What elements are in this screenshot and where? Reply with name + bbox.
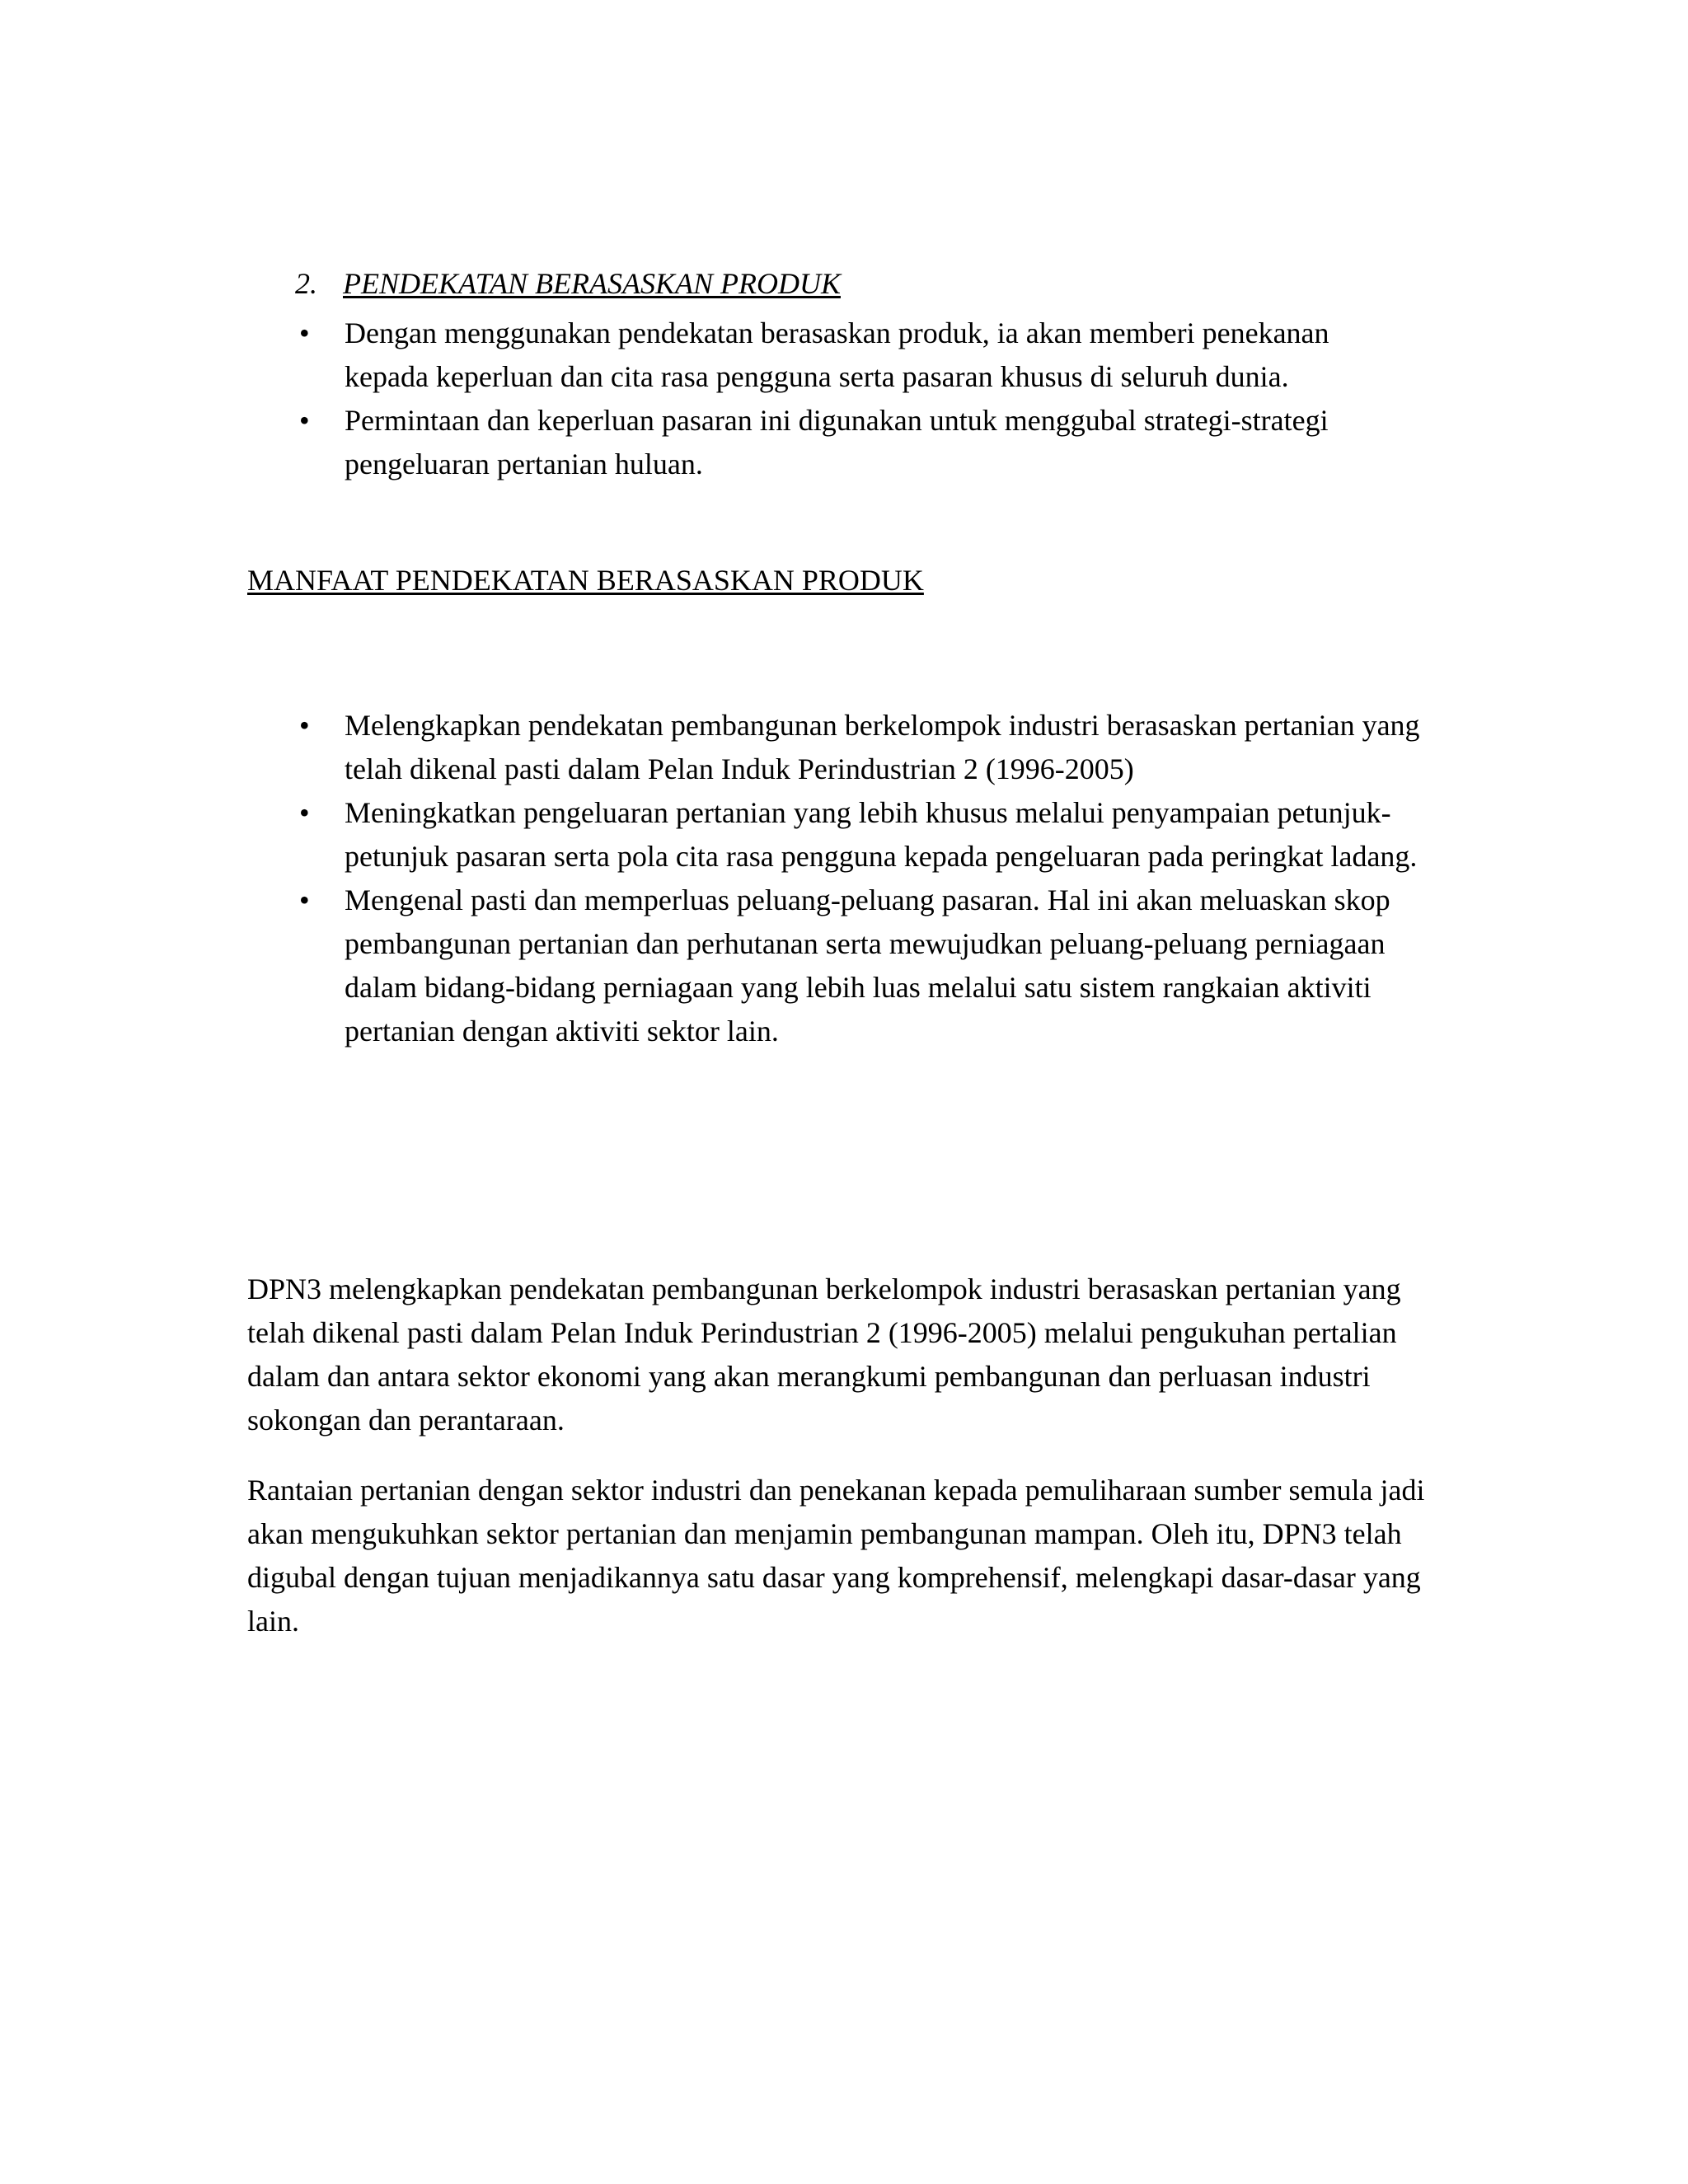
section-heading <box>295 262 841 306</box>
list-item <box>295 879 1441 1053</box>
section-title: PENDEKATAN BERASASKAN PRODUK <box>343 267 841 300</box>
bullet-icon: • <box>299 404 310 437</box>
list-item <box>295 312 1400 399</box>
list-item <box>295 399 1400 486</box>
benefits-heading: MANFAAT PENDEKATAN BERASASKAN PRODUK <box>247 564 924 597</box>
bullet-icon: • <box>299 883 310 916</box>
list-item-text: Mengenal pasti dan memperluas peluang-peluang pasaran. Hal ini akan meluaskan skop pembangunan pertanian dan perhutanan serta mewujudkan peluang-peluang perniagaan dalam bidang-bidang perniagaan yang lebih luas melalui satu sistem rangkaian aktiviti pertanian dengan aktiviti sektor lain. <box>345 883 1390 1047</box>
bullet-icon: • <box>299 316 310 349</box>
benefits-bullet-list <box>295 704 1441 1053</box>
list-item-text: Permintaan dan keperluan pasaran ini digunakan untuk menggubal strategi-strategi pengeluaran pertanian huluan. <box>345 404 1329 480</box>
bullet-icon: • <box>299 796 310 829</box>
list-item <box>295 791 1441 879</box>
list-item-text: Melengkapkan pendekatan pembangunan berkelompok industri berasaskan pertanian yang telah dikenal pasti dalam Pelan Induk Perindustrian 2 (1996-2005) <box>345 709 1420 785</box>
list-item-text: Dengan menggunakan pendekatan berasaskan produk, ia akan memberi penekanan kepada keperluan dan cita rasa pengguna serta pasaran khusus di seluruh dunia. <box>345 316 1329 393</box>
body-paragraph: DPN3 melengkapkan pendekatan pembangunan berkelompok industri berasaskan pertanian yang telah dikenal pasti dalam Pelan Induk Perindustrian 2 (1996-2005) melalui pengukuhan pertalian dalam dan antara sektor ekonomi yang akan merangkumi pembangunan dan perluasan industri sokongan dan perantaraan. <box>247 1272 1401 1436</box>
list-item <box>295 704 1441 791</box>
body-paragraph: Rantaian pertanian dengan sektor industri dan penekanan kepada pemuliharaan sumber semula jadi akan mengukuhkan sektor pertanian dan menjamin pembangunan mampan. Oleh itu, DPN3 telah digubal dengan tujuan menjadikannya satu dasar yang komprehensif, melengkapi dasar-dasar yang lain. <box>247 1474 1425 1638</box>
intro-bullet-list <box>295 312 1400 486</box>
section-number: 2. <box>295 267 317 300</box>
bullet-icon: • <box>299 709 310 742</box>
list-item-text: Meningkatkan pengeluaran pertanian yang lebih khusus melalui penyampaian petunjuk-petunjuk pasaran serta pola cita rasa pengguna kepada pengeluaran pada peringkat ladang. <box>345 796 1418 873</box>
